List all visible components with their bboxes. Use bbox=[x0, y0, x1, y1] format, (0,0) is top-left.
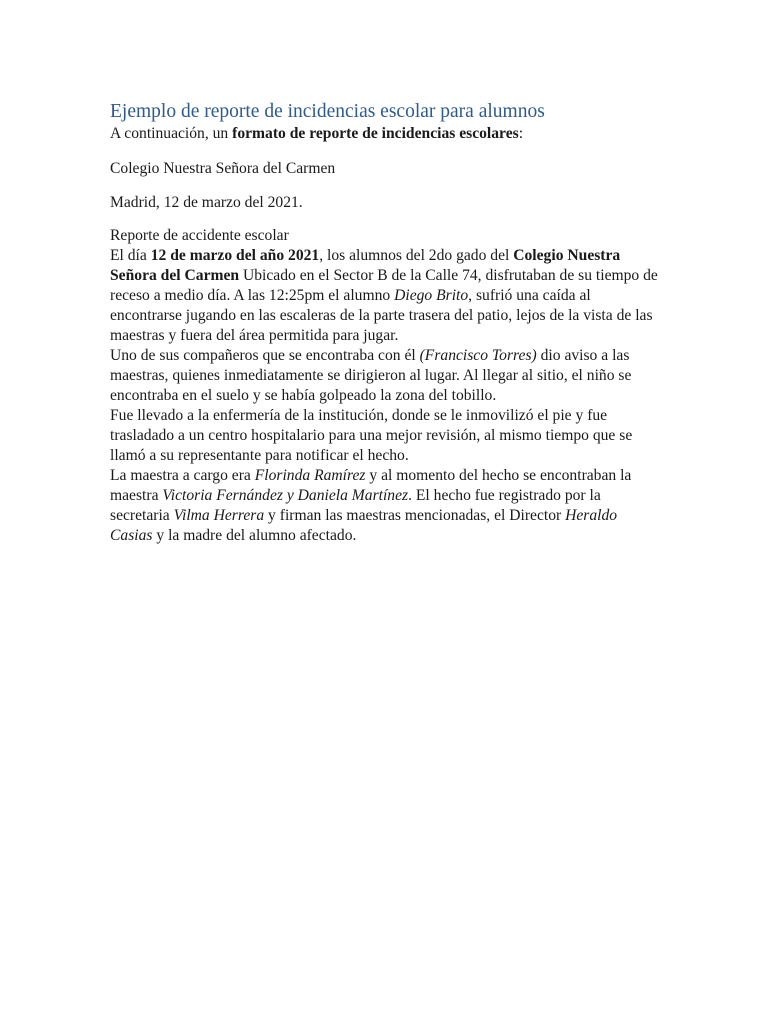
p1-text-2: , los alumnos del 2do gado del bbox=[319, 247, 514, 264]
p1-text-4: , sufrió una caída al encontrarse jugando en las escaleras de la parte trasera del patio, lejos de la vista de las maestras y fuera del área permitida para jugar. bbox=[110, 287, 653, 344]
report-title: Reporte de accidente escolar bbox=[110, 227, 289, 244]
paragraph-incident bbox=[110, 246, 663, 346]
p2-text-1: Uno de sus compañeros que se encontraba con él bbox=[110, 347, 420, 364]
paragraph-treatment bbox=[110, 406, 663, 466]
paragraph-witness bbox=[110, 346, 663, 406]
place-date: Madrid, 12 de marzo del 2021. bbox=[110, 194, 303, 211]
p4-text-1: La maestra a cargo era bbox=[110, 467, 255, 484]
p4-italic-secretary: Vilma Herrera bbox=[173, 507, 265, 524]
p4-text-3: . El hecho fue registrado por la secretaria bbox=[110, 487, 601, 524]
p1-text-3: Ubicado en el Sector B de la Calle 74, disfrutaban de su tiempo de receso a medio día. A las 12:25pm el alumno bbox=[110, 267, 658, 304]
intro-prefix: A continuación, un bbox=[110, 125, 233, 142]
intro-line bbox=[110, 124, 663, 144]
p1-text-1: El día bbox=[110, 247, 151, 264]
document-heading: Ejemplo de reporte de incidencias escolar para alumnos bbox=[110, 101, 545, 122]
school-name: Colegio Nuestra Señora del Carmen bbox=[110, 160, 336, 177]
intro-bold: formato de reporte de incidencias escolares bbox=[232, 125, 519, 142]
intro-suffix: : bbox=[518, 125, 524, 142]
p4-italic-teacher: Florinda Ramírez bbox=[254, 467, 366, 484]
p4-text-2: y al momento del hecho se encontraban la maestra bbox=[110, 467, 632, 504]
p2-text-2: dio aviso a las maestras, quienes inmediatamente se dirigieron al lugar. Al llegar al sitio, el niño se encontraba en el suelo y se había golpeado la zona del tobillo. bbox=[110, 347, 632, 404]
p2-italic-classmate: (Francisco Torres) bbox=[419, 347, 537, 364]
p1-bold-school: Colegio Nuestra Señora del Carmen bbox=[110, 247, 621, 284]
p3-text-1: Fue llevado a la enfermería de la institución, donde se le inmovilizó el pie y fue trasladado a un centro hospitalario para una mejor revisión, al mismo tiempo que se llamó a su representante para notificar el hecho. bbox=[110, 407, 633, 464]
p4-text-5: y la madre del alumno afectado. bbox=[152, 527, 357, 544]
p1-italic-student: Diego Brito bbox=[394, 287, 469, 304]
p4-text-4: y firman las maestras mencionadas, el Director bbox=[264, 507, 566, 524]
p4-italic-director: Heraldo Casias bbox=[110, 507, 618, 544]
p1-bold-date: 12 de marzo del año 2021 bbox=[150, 247, 320, 264]
paragraph-signatories bbox=[110, 466, 663, 546]
p4-italic-teachers: Victoria Fernández y Daniela Martínez bbox=[162, 487, 409, 504]
